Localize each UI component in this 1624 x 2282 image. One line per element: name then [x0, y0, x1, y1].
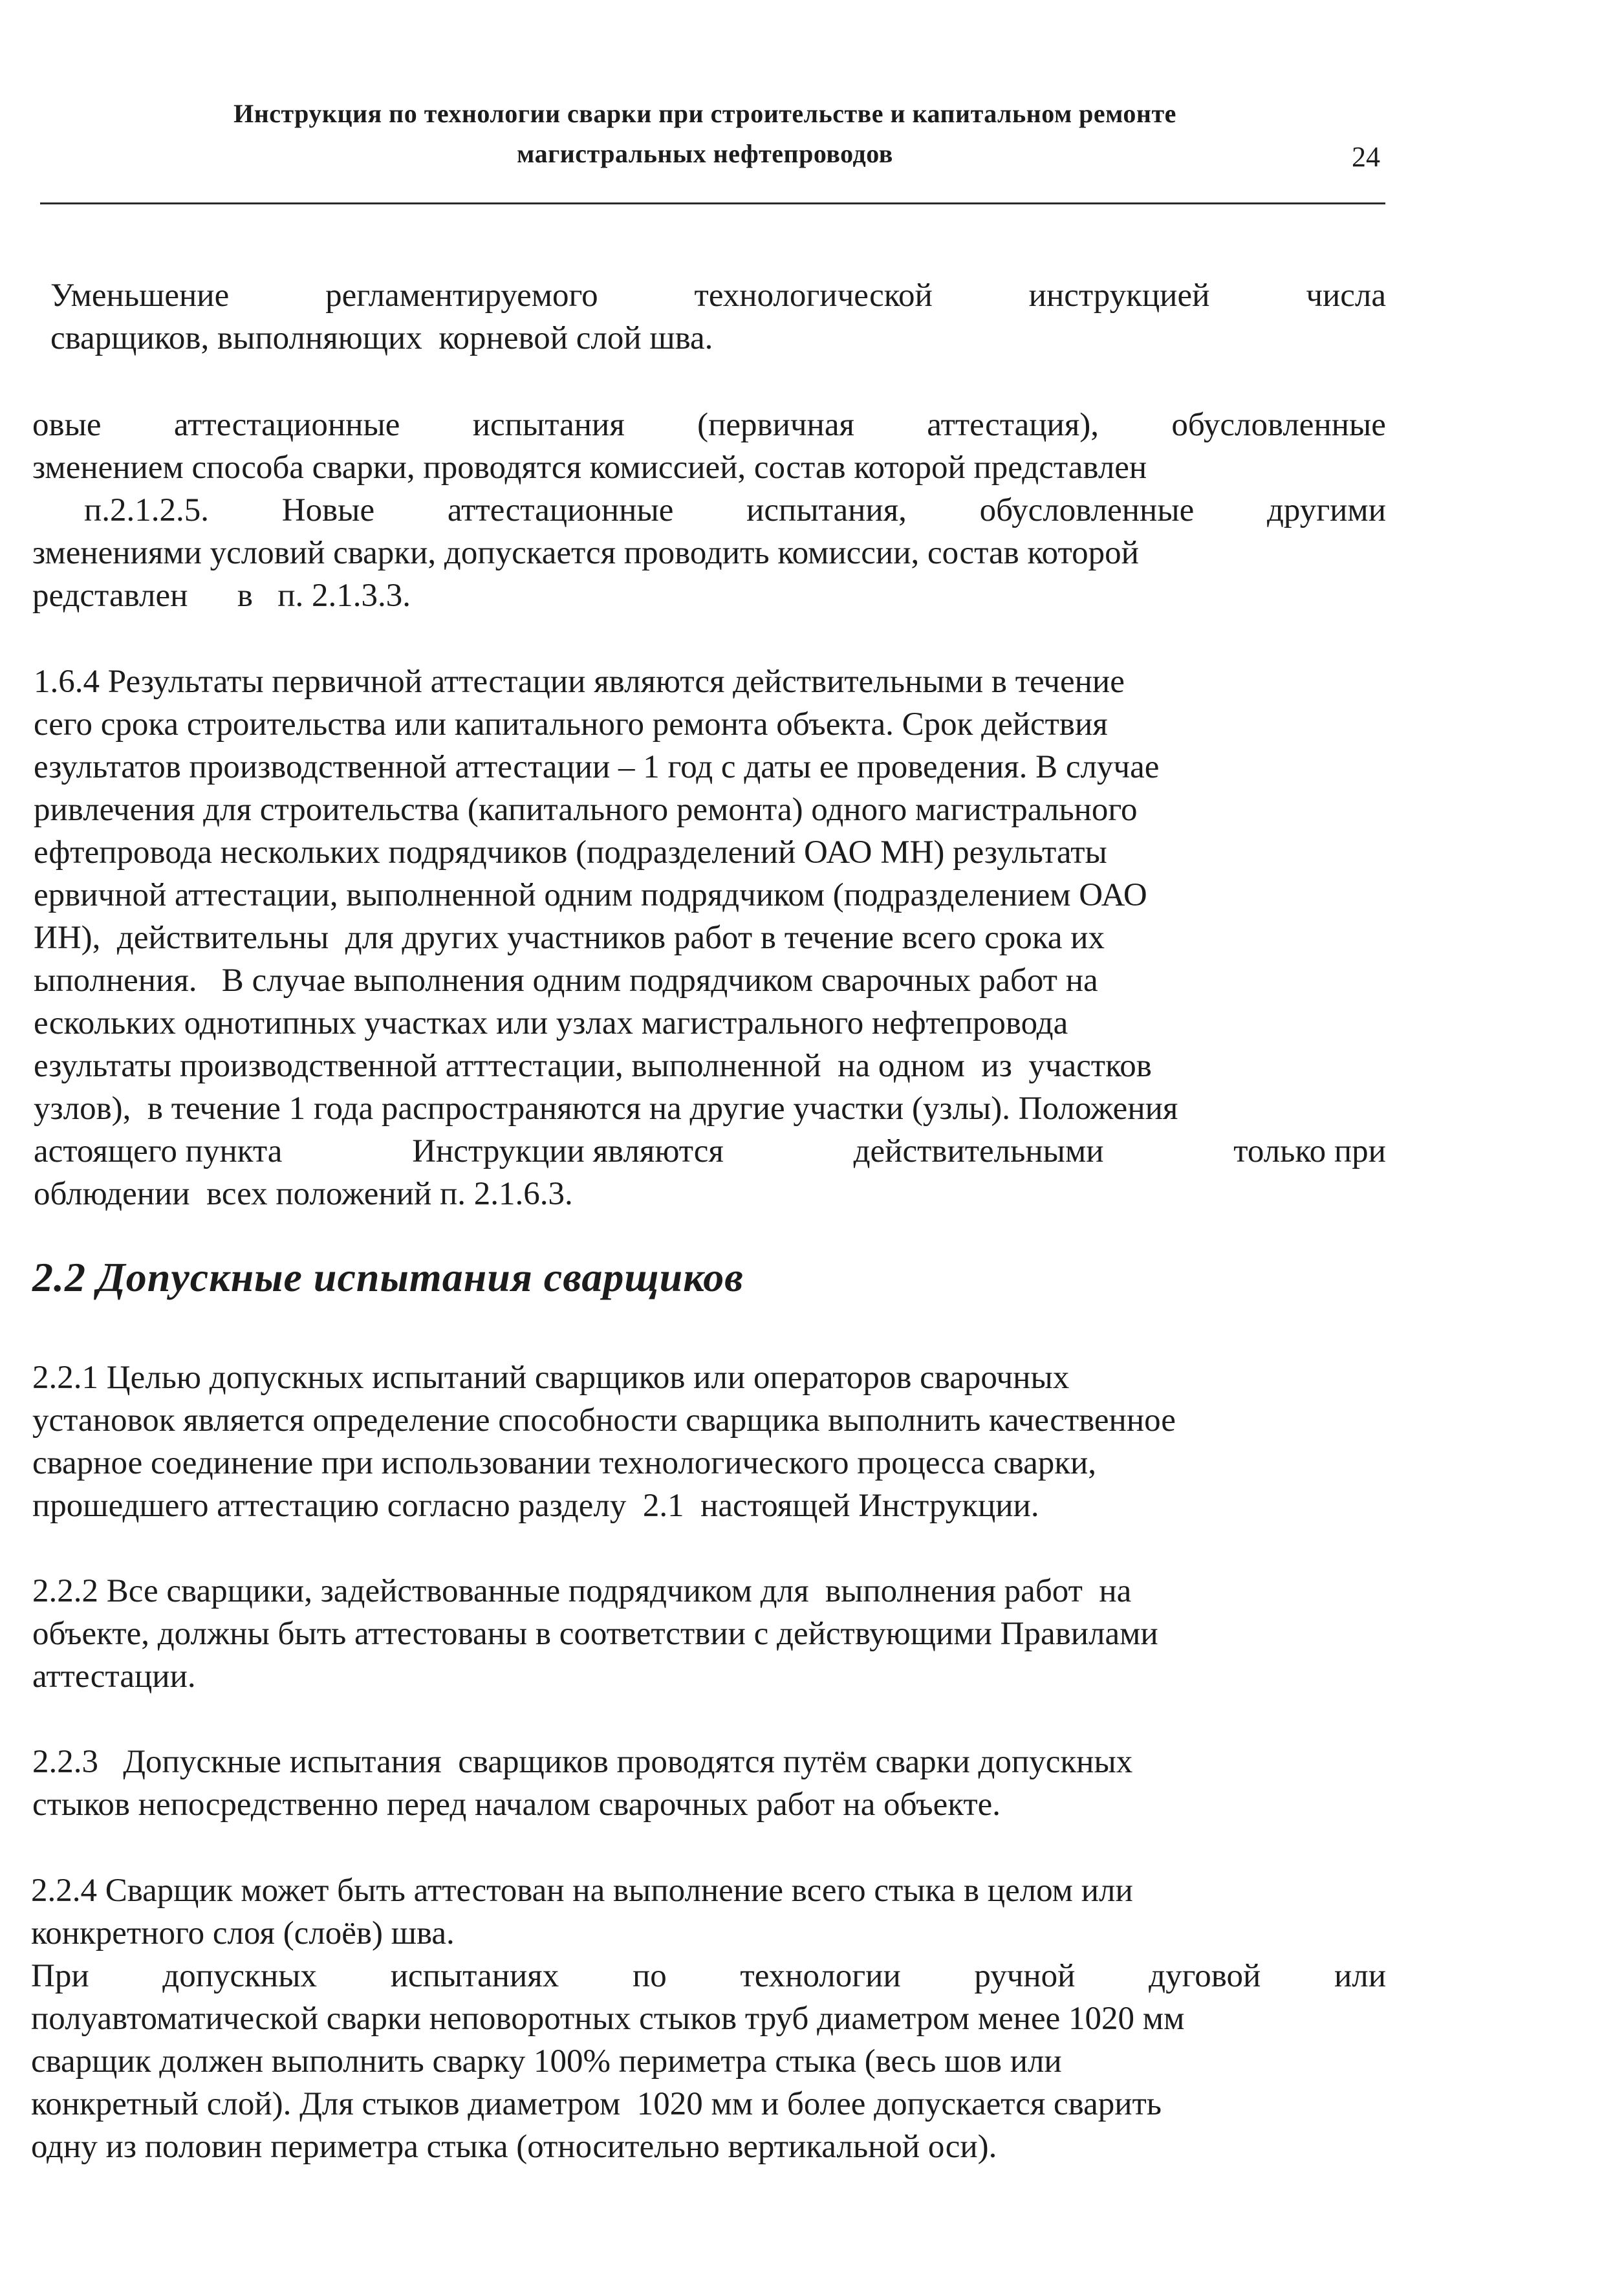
text-line: облюдении всех положений п. 2.1.6.3. [34, 1176, 573, 1212]
word: действительными [853, 1133, 1104, 1169]
word: При [31, 1958, 89, 1994]
header-title-line-2: магистральных нефтепроводов [517, 139, 893, 168]
word: технологической [694, 277, 933, 314]
text-line: полуавтоматической сварки неповоротных стыков труб диаметром менее 1020 мм [31, 2001, 1185, 2037]
text-line: прошедшего аттестацию согласно разделу 2.1 настоящей Инструкции. [32, 1488, 1039, 1524]
text-line: одну из половин периметра стыка (относительно вертикальной оси). [31, 2129, 997, 2165]
word: допускных [162, 1958, 318, 1994]
word: или [1334, 1958, 1386, 1994]
text-line: ИН), действительны для других участников работ в течение всего срока их [34, 920, 1105, 956]
word: по [632, 1958, 667, 1994]
word: Новые [281, 492, 375, 528]
word: ручной [974, 1958, 1076, 1994]
text-line: сварное соединение при использовании технологического процесса сварки, [32, 1445, 1097, 1481]
text-line: 2.2.1 Целью допускных испытаний сварщиков или операторов сварочных [32, 1360, 1070, 1396]
text-line: 2.2.4 Сварщик может быть аттестован на выполнение всего стыка в целом или [31, 1873, 1133, 1909]
text-line: 2.2.3 Допускные испытания сварщиков проводятся путём сварки допускных [32, 1744, 1133, 1780]
text-line: объекте, должны быть аттестованы в соответствии с действующими Правилами [32, 1616, 1158, 1652]
word: только при [1233, 1133, 1386, 1169]
text-line: конкретный слой). Для стыков диаметром 1020 мм и более допускается сварить [31, 2086, 1162, 2122]
word: другими [1266, 492, 1386, 528]
word: испытаниях [390, 1958, 559, 1994]
word: обусловленные [979, 492, 1195, 528]
text-line: сварщик должен выполнить сварку 100% периметра стыка (весь шов или [31, 2043, 1062, 2080]
text-line [31, 1955, 1386, 1997]
text-line: аттестации. [32, 1658, 196, 1695]
word: аттестационные [447, 492, 674, 528]
word: испытания [472, 407, 625, 443]
text-line: конкретного слоя (слоёв) шва. [31, 1915, 455, 1951]
text-line: стыков непосредственно перед началом сварочных работ на объекте. [32, 1787, 1001, 1823]
text-line: ервичной аттестации, выполненной одним подрядчиком (подразделением ОАО [34, 877, 1147, 913]
text-line: редставлен в п. 2.1.3.3. [32, 578, 411, 614]
text-line: зменениями условий сварки, допускается проводить комиссии, состав которой [32, 535, 1139, 571]
text-line: ыполнения. В случае выполнения одним подрядчиком сварочных работ на [34, 962, 1098, 999]
word: регламентируемого [325, 277, 598, 314]
word: технологии [740, 1958, 901, 1994]
text-line: 1.6.4 Результаты первичной аттестации являются действительными в течение [34, 664, 1125, 700]
page-number: 24 [1352, 141, 1380, 173]
word: дуговой [1149, 1958, 1261, 1994]
word: овые [32, 407, 102, 443]
word: испытания, [746, 492, 907, 528]
section-heading: 2.2 Допускные испытания сварщиков [32, 1254, 744, 1300]
word: астоящего пункта [34, 1133, 283, 1169]
word: инструкцией [1028, 277, 1210, 314]
word: аттестация), [927, 407, 1099, 443]
header-title-line-1: Инструкция по технологии сварки при строительстве и капитальном ремонте [233, 99, 1176, 128]
text-line: езультаты производственной атттестации, выполненной на одном из участков [34, 1048, 1152, 1084]
text-line: ефтепровода нескольких подрядчиков (подразделений ОАО МН) результаты [34, 834, 1107, 871]
word: п.2.1.2.5. [84, 492, 210, 528]
text-line: ривлечения для строительства (капитального ремонта) одного магистрального [34, 792, 1138, 828]
word: Инструкции являются [412, 1133, 724, 1169]
text-line: зменением способа сварки, проводятся комиссией, состав которой представлен [32, 450, 1147, 486]
text-line: сварщиков, выполняющих корневой слой шва. [50, 320, 713, 356]
word: аттестационные [173, 407, 400, 443]
text-line [84, 490, 1386, 531]
text-line: езультатов производственной аттестации – 1 год с даты ее проведения. В случае [34, 749, 1160, 785]
word: (первичная [697, 407, 854, 443]
word: Уменьшение [50, 277, 230, 314]
word: числа [1306, 277, 1386, 314]
text-line [50, 275, 1386, 316]
text-line [34, 1131, 1386, 1172]
text-line: узлов), в течение 1 года распространяются на другие участки (узлы). Положения [34, 1091, 1178, 1127]
text-line [32, 404, 1386, 446]
text-line: 2.2.2 Все сварщики, задействованные подрядчиком для выполнения работ на [32, 1573, 1132, 1609]
word: обусловленные [1171, 407, 1386, 443]
text-line: сего срока строительства или капитального ремонта объекта. Срок действия [34, 706, 1108, 743]
text-line: ескольких однотипных участках или узлах магистрального нефтепровода [34, 1005, 1068, 1041]
text-line: установок является определение способности сварщика выполнить качественное [32, 1402, 1176, 1439]
